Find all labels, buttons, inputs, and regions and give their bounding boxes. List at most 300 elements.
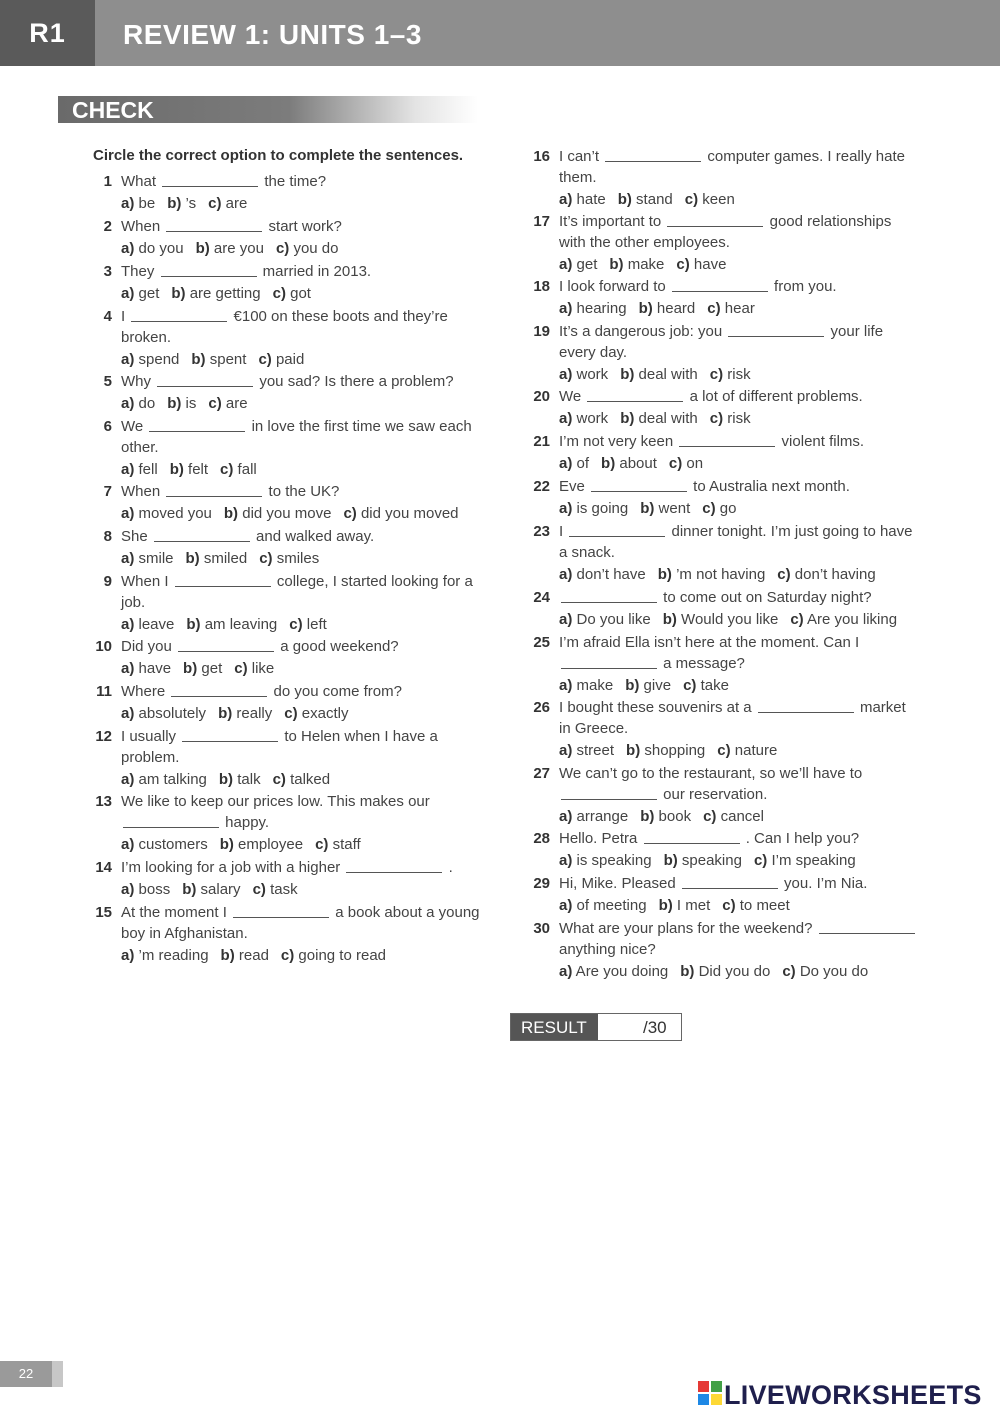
answer-options xyxy=(121,835,373,856)
option-a[interactable] xyxy=(559,256,597,273)
question-stem xyxy=(559,764,919,805)
option-b[interactable] xyxy=(170,461,208,478)
answer-options xyxy=(121,394,260,415)
answer-blank[interactable] xyxy=(166,483,262,497)
option-text: work xyxy=(572,366,609,383)
option-letter: c) xyxy=(753,852,768,869)
stem-after: college, I started looking for a job. xyxy=(121,573,477,611)
answer-blank[interactable] xyxy=(644,830,740,844)
question-stem xyxy=(559,874,919,895)
option-letter: c) xyxy=(315,836,329,853)
option-b[interactable] xyxy=(609,256,664,273)
option-letter: b) xyxy=(218,771,234,788)
question-number: 4 xyxy=(103,308,112,325)
option-letter: a) xyxy=(121,771,135,788)
option-b[interactable] xyxy=(183,660,222,677)
option-text: got xyxy=(285,285,311,302)
review-code: R1 xyxy=(0,0,95,66)
option-b[interactable] xyxy=(196,240,264,257)
option-a[interactable] xyxy=(559,852,652,869)
page-number-bar xyxy=(0,1361,63,1387)
option-a[interactable] xyxy=(559,566,646,583)
option-b[interactable] xyxy=(186,550,248,567)
answer-blank[interactable] xyxy=(123,814,219,828)
question-number: 18 xyxy=(533,278,550,295)
option-text: about xyxy=(615,455,657,472)
option-text: cancel xyxy=(716,808,764,825)
result-label: RESULT xyxy=(511,1014,598,1040)
option-a[interactable] xyxy=(559,366,608,383)
stem-before: Hello. Petra xyxy=(559,830,642,847)
option-letter: c) xyxy=(343,505,357,522)
section-banner xyxy=(58,96,478,123)
option-letter: b) xyxy=(640,808,655,825)
option-letter: c) xyxy=(234,660,248,677)
question-number: 25 xyxy=(533,634,550,651)
option-c[interactable] xyxy=(754,852,856,869)
answer-blank[interactable] xyxy=(346,859,442,873)
option-b[interactable] xyxy=(626,742,705,759)
option-letter: c) xyxy=(289,616,303,633)
answer-options xyxy=(559,807,776,828)
option-letter: a) xyxy=(121,947,135,964)
option-c[interactable] xyxy=(281,947,386,964)
option-c[interactable] xyxy=(703,808,764,825)
question-number: 13 xyxy=(95,793,112,810)
option-letter: b) xyxy=(219,836,234,853)
question-number: 1 xyxy=(103,173,112,190)
option-text: deal with xyxy=(634,410,698,427)
stem-before: I usually xyxy=(121,728,181,745)
option-text: of meeting xyxy=(572,897,647,914)
option-letter: c) xyxy=(790,611,804,628)
option-letter: c) xyxy=(777,566,791,583)
option-letter: c) xyxy=(717,742,731,759)
question-stem xyxy=(121,682,481,703)
option-text: heard xyxy=(652,300,696,317)
stem-before: When I xyxy=(121,573,173,590)
option-a[interactable] xyxy=(121,616,174,633)
option-c[interactable] xyxy=(259,550,319,567)
option-c[interactable] xyxy=(717,742,777,759)
option-letter: c) xyxy=(272,285,286,302)
question-number: 21 xyxy=(533,433,550,450)
option-letter: b) xyxy=(195,240,210,257)
option-text: hearing xyxy=(572,300,627,317)
option-a[interactable] xyxy=(121,550,174,567)
stem-before: I’m looking for a job with a higher xyxy=(121,859,345,876)
answer-blank[interactable] xyxy=(758,699,854,713)
option-letter: b) xyxy=(609,256,624,273)
option-a[interactable] xyxy=(559,808,628,825)
answer-blank[interactable] xyxy=(161,263,257,277)
option-a[interactable] xyxy=(559,500,628,517)
option-b[interactable] xyxy=(620,366,698,383)
option-c[interactable] xyxy=(683,677,729,694)
option-text: speaking xyxy=(677,852,742,869)
option-b[interactable] xyxy=(191,351,246,368)
option-c[interactable] xyxy=(273,771,331,788)
question-number: 24 xyxy=(533,589,550,606)
option-a[interactable] xyxy=(121,351,179,368)
stem-before: When xyxy=(121,483,165,500)
option-c[interactable] xyxy=(710,410,751,427)
answer-blank[interactable] xyxy=(561,786,657,800)
answer-blank[interactable] xyxy=(605,148,701,162)
option-text: make xyxy=(572,677,614,694)
option-letter: b) xyxy=(662,611,677,628)
option-a[interactable] xyxy=(559,410,608,427)
answer-blank[interactable] xyxy=(587,388,683,402)
option-text: fall xyxy=(233,461,257,478)
option-letter: c) xyxy=(258,351,272,368)
option-text: is xyxy=(181,395,197,412)
option-c[interactable] xyxy=(722,897,790,914)
answer-blank[interactable] xyxy=(175,573,271,587)
option-c[interactable] xyxy=(315,836,361,853)
option-letter: a) xyxy=(121,705,135,722)
question-number: 5 xyxy=(103,373,112,390)
answer-blank[interactable] xyxy=(157,373,253,387)
option-c[interactable] xyxy=(208,195,247,212)
option-letter: c) xyxy=(668,455,683,472)
answer-blank[interactable] xyxy=(672,278,768,292)
question-stem xyxy=(121,372,481,393)
option-letter: b) xyxy=(625,677,640,694)
option-text: going to read xyxy=(294,947,387,964)
option-a[interactable] xyxy=(559,455,589,472)
option-letter: b) xyxy=(626,742,641,759)
option-a[interactable] xyxy=(559,897,647,914)
option-a[interactable] xyxy=(121,505,212,522)
option-c[interactable] xyxy=(276,240,339,257)
option-text: did you moved xyxy=(356,505,459,522)
option-letter: a) xyxy=(559,566,573,583)
option-text: boss xyxy=(134,881,171,898)
option-a[interactable] xyxy=(121,195,155,212)
option-text: I met xyxy=(672,897,711,914)
logo-text: LIVEWORKSHEETS xyxy=(724,1380,982,1410)
question-stem xyxy=(559,829,919,850)
stem-after: good relationships with the other employees. xyxy=(559,213,896,251)
stem-after: from you. xyxy=(769,278,837,295)
option-letter: c) xyxy=(676,256,690,273)
option-b[interactable] xyxy=(224,505,332,522)
question-number: 16 xyxy=(533,148,550,165)
option-c[interactable] xyxy=(234,660,274,677)
answer-blank[interactable] xyxy=(154,528,250,542)
option-text: keen xyxy=(698,191,735,208)
option-a[interactable] xyxy=(121,660,171,677)
question-stem xyxy=(559,432,919,453)
option-b[interactable] xyxy=(659,897,711,914)
option-letter: a) xyxy=(121,550,135,567)
stem-after: . xyxy=(444,859,453,876)
question-number: 14 xyxy=(95,859,112,876)
stem-after: a lot of different problems. xyxy=(685,388,863,405)
option-letter: a) xyxy=(559,897,573,914)
stem-after: violent films. xyxy=(777,433,865,450)
option-a[interactable] xyxy=(121,240,184,257)
stem-before: They xyxy=(121,263,159,280)
option-a[interactable] xyxy=(559,611,651,628)
option-b[interactable] xyxy=(218,705,272,722)
option-letter: c) xyxy=(284,705,298,722)
option-b[interactable] xyxy=(680,963,770,980)
option-a[interactable] xyxy=(121,461,158,478)
option-c[interactable] xyxy=(208,395,247,412)
stem-before: What xyxy=(121,173,161,190)
option-text: don’t have xyxy=(572,566,646,583)
option-b[interactable] xyxy=(658,566,766,583)
option-c[interactable] xyxy=(685,191,735,208)
option-letter: b) xyxy=(680,963,695,980)
option-letter: b) xyxy=(191,351,206,368)
option-letter: c) xyxy=(683,677,697,694)
option-b[interactable] xyxy=(663,611,779,628)
question-stem xyxy=(121,482,481,503)
answer-blank[interactable] xyxy=(682,875,778,889)
option-a[interactable] xyxy=(121,395,155,412)
result-box xyxy=(510,1013,682,1041)
option-text: Do you like xyxy=(572,611,651,628)
answer-blank[interactable] xyxy=(171,683,267,697)
option-letter: c) xyxy=(220,461,234,478)
option-text: hate xyxy=(572,191,606,208)
option-letter: b) xyxy=(658,897,673,914)
question-stem xyxy=(559,322,919,363)
answer-options xyxy=(121,770,342,791)
option-text: Did you do xyxy=(694,963,771,980)
section-title: CHECK xyxy=(72,97,154,123)
option-c[interactable] xyxy=(343,505,458,522)
option-letter: a) xyxy=(559,500,573,517)
stem-after: a message? xyxy=(659,654,745,672)
answer-options xyxy=(121,504,471,525)
option-text: make xyxy=(623,256,665,273)
answer-blank[interactable] xyxy=(569,523,665,537)
option-text: leave xyxy=(134,616,175,633)
option-c[interactable] xyxy=(676,256,726,273)
stem-before: Did you xyxy=(121,638,177,655)
question-stem xyxy=(559,387,919,408)
option-letter: a) xyxy=(121,836,135,853)
stem-after: to Helen when I have a problem. xyxy=(121,728,442,766)
option-text: Are you liking xyxy=(803,611,898,628)
option-c[interactable] xyxy=(790,611,897,628)
answer-blank[interactable] xyxy=(149,418,245,432)
option-b[interactable] xyxy=(640,500,690,517)
option-b[interactable] xyxy=(167,195,196,212)
option-b[interactable] xyxy=(618,191,673,208)
option-a[interactable] xyxy=(121,881,170,898)
option-a[interactable] xyxy=(121,947,209,964)
option-letter: a) xyxy=(121,461,135,478)
answer-blank[interactable] xyxy=(182,728,278,742)
question-number: 30 xyxy=(533,920,550,937)
option-c[interactable] xyxy=(220,461,257,478)
option-text: fell xyxy=(134,461,158,478)
question-stem xyxy=(559,277,919,298)
option-letter: a) xyxy=(121,395,135,412)
option-letter: b) xyxy=(167,195,182,212)
answer-options xyxy=(559,962,880,983)
option-b[interactable] xyxy=(171,285,260,302)
option-text: be xyxy=(134,195,156,212)
answer-blank[interactable] xyxy=(667,213,763,227)
answer-blank[interactable] xyxy=(561,655,657,669)
answer-options xyxy=(559,409,763,430)
answer-options xyxy=(559,565,888,586)
question-stem xyxy=(121,903,484,944)
option-letter: a) xyxy=(559,366,573,383)
question-stem xyxy=(559,147,919,188)
option-b[interactable] xyxy=(167,395,196,412)
option-letter: b) xyxy=(182,881,197,898)
answer-blank[interactable] xyxy=(728,323,824,337)
option-c[interactable] xyxy=(284,705,348,722)
option-b[interactable] xyxy=(219,771,261,788)
option-b[interactable] xyxy=(639,300,696,317)
option-letter: c) xyxy=(722,897,736,914)
option-b[interactable] xyxy=(221,947,269,964)
option-letter: a) xyxy=(559,677,573,694)
option-text: Do you do xyxy=(795,963,869,980)
option-a[interactable] xyxy=(559,677,613,694)
answer-options xyxy=(559,610,909,631)
option-b[interactable] xyxy=(220,836,303,853)
option-b[interactable] xyxy=(664,852,742,869)
option-b[interactable] xyxy=(620,410,698,427)
option-text: work xyxy=(572,410,609,427)
answer-options xyxy=(121,704,360,725)
option-letter: b) xyxy=(663,852,678,869)
stem-before: It’s a dangerous job: you xyxy=(559,323,727,340)
option-c[interactable] xyxy=(669,455,703,472)
option-c[interactable] xyxy=(702,500,736,517)
option-a[interactable] xyxy=(559,963,668,980)
option-b[interactable] xyxy=(186,616,277,633)
option-a[interactable] xyxy=(121,771,207,788)
option-text: spent xyxy=(205,351,247,368)
option-b[interactable] xyxy=(182,881,240,898)
stem-after: to Australia next month. xyxy=(689,478,850,495)
stem-after: the time? xyxy=(260,173,327,190)
answer-options xyxy=(121,946,398,967)
question-stem xyxy=(121,172,481,193)
option-letter: a) xyxy=(559,611,573,628)
option-a[interactable] xyxy=(559,191,606,208)
stem-after: happy. xyxy=(221,813,270,831)
question-stem xyxy=(121,262,481,283)
answer-blank[interactable] xyxy=(131,308,227,322)
question-stem xyxy=(121,792,481,833)
option-letter: b) xyxy=(218,705,233,722)
option-text: have xyxy=(134,660,172,677)
answer-blank[interactable] xyxy=(561,589,657,603)
option-c[interactable] xyxy=(273,285,311,302)
option-letter: a) xyxy=(559,852,573,869)
question-number: 7 xyxy=(103,483,112,500)
stem-before: Where xyxy=(121,683,170,700)
option-text: absolutely xyxy=(134,705,207,722)
option-c[interactable] xyxy=(289,616,327,633)
option-b[interactable] xyxy=(640,808,691,825)
question-stem xyxy=(121,858,481,879)
answer-blank[interactable] xyxy=(233,904,329,918)
answer-options xyxy=(121,615,339,636)
stem-after: to come out on Saturday night? xyxy=(659,589,872,606)
option-a[interactable] xyxy=(121,705,206,722)
option-c[interactable] xyxy=(253,881,298,898)
option-a[interactable] xyxy=(559,300,627,317)
answer-blank[interactable] xyxy=(591,478,687,492)
answer-blank[interactable] xyxy=(679,433,775,447)
option-text: hear xyxy=(720,300,755,317)
option-letter: c) xyxy=(208,395,222,412)
option-c[interactable] xyxy=(777,566,875,583)
stem-after: married in 2013. xyxy=(258,263,372,280)
option-text: Are you doing xyxy=(572,963,669,980)
answer-blank[interactable] xyxy=(166,218,262,232)
option-text: get xyxy=(572,256,598,273)
option-a[interactable] xyxy=(559,742,614,759)
question-stem xyxy=(121,727,481,768)
answer-options xyxy=(121,239,351,260)
option-c[interactable] xyxy=(707,300,755,317)
option-letter: c) xyxy=(684,191,699,208)
stem-before: Hi, Mike. Pleased xyxy=(559,875,680,892)
question-number: 9 xyxy=(103,573,112,590)
option-text: moved you xyxy=(134,505,212,522)
option-c[interactable] xyxy=(258,351,304,368)
option-a[interactable] xyxy=(121,285,159,302)
option-letter: b) xyxy=(171,285,186,302)
answer-blank[interactable] xyxy=(178,638,274,652)
option-letter: c) xyxy=(259,550,273,567)
question-stem xyxy=(559,698,919,739)
option-text: stand xyxy=(631,191,673,208)
question-number: 6 xyxy=(103,418,112,435)
stem-before: I can’t xyxy=(559,148,604,165)
option-a[interactable] xyxy=(121,836,208,853)
option-text: of xyxy=(572,455,590,472)
option-letter: a) xyxy=(121,195,135,212)
stem-before: We can’t go to the restaurant, so we’ll have to xyxy=(559,765,867,782)
question-number: 23 xyxy=(533,523,550,540)
stem-after: start work? xyxy=(264,218,342,235)
stem-before: She xyxy=(121,528,152,545)
stem-after: . Can I help you? xyxy=(741,830,860,847)
option-c[interactable] xyxy=(782,963,868,980)
option-letter: a) xyxy=(121,285,135,302)
stem-after: dinner tonight. I’m just going to have a snack. xyxy=(559,523,917,561)
option-text: give xyxy=(639,677,672,694)
stem-before: We like to keep our prices low. This makes our xyxy=(121,793,434,810)
option-letter: b) xyxy=(223,505,239,522)
option-b[interactable] xyxy=(625,677,671,694)
question-stem xyxy=(559,477,919,498)
stem-after: market in Greece. xyxy=(559,699,910,737)
option-text: did you move xyxy=(238,505,332,522)
question-number: 19 xyxy=(533,323,550,340)
option-b[interactable] xyxy=(601,455,657,472)
option-letter: b) xyxy=(617,191,632,208)
option-text: street xyxy=(572,742,615,759)
answer-blank[interactable] xyxy=(162,173,258,187)
answer-blank[interactable] xyxy=(819,920,915,934)
option-c[interactable] xyxy=(710,366,751,383)
